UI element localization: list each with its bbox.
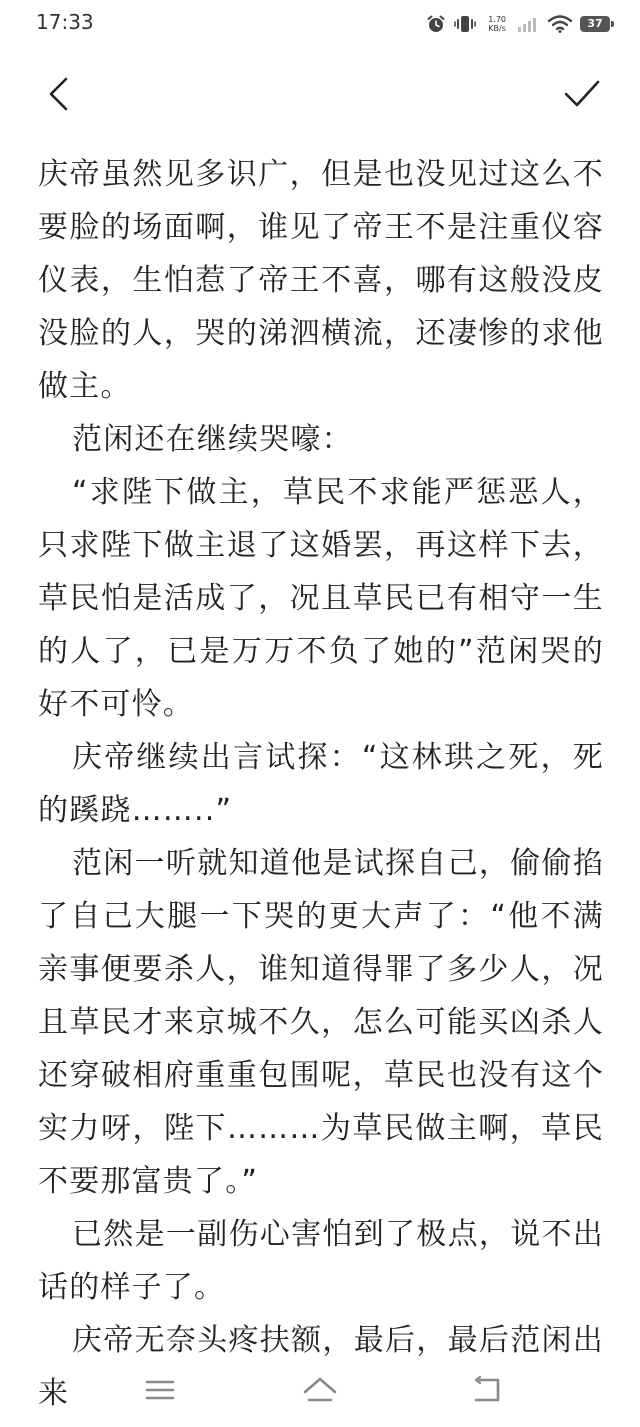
toolbar (0, 60, 640, 130)
paragraph: “求陛下做主，草民不求能严惩恶人，只求陛下做主退了这婚罢，再这样下去，草民怕是活成了，况且草民已有相守一生的人了，已是万万不负了她的”范闲哭的好不可怜。 (38, 475, 604, 722)
network-speed-unit: KB/s (488, 24, 506, 33)
menu-button[interactable] (138, 1370, 182, 1410)
vibrate-icon (454, 14, 476, 34)
menu-icon (145, 1379, 175, 1401)
system-nav-bar (0, 1360, 640, 1420)
signal-icon (518, 16, 540, 32)
chevron-left-icon (46, 76, 70, 112)
checkmark-icon (563, 79, 601, 109)
paragraph: 庆帝无奈头疼扶额，最后，最后范闲出来 (38, 1323, 604, 1411)
article-body[interactable] (38, 148, 604, 1411)
confirm-button[interactable] (560, 72, 604, 116)
back-button[interactable] (36, 72, 80, 116)
network-speed (488, 15, 506, 33)
battery-icon: 37 (580, 16, 610, 32)
paragraph: 庆帝虽然见多识广，但是也没见过这么不要脸的场面啊，谁见了帝王不是注重仪容仪表，生怕惹了帝王不喜，哪有这般没皮没脸的人，哭的涕泗横流，还凄惨的求他做主。 (38, 157, 604, 404)
home-button[interactable] (298, 1370, 342, 1410)
paragraph: 已然是一副伤心害怕到了极点，说不出话的样子了。 (38, 1217, 604, 1305)
paragraph: 范闲还在继续哭嚎： (72, 422, 353, 457)
home-icon (302, 1376, 338, 1404)
return-icon (472, 1376, 504, 1404)
status-bar (0, 0, 640, 48)
paragraph: 范闲一听就知道他是试探自己，偷偷掐了自己大腿一下哭的更大声了：“他不满亲事便要杀人，谁知道得罪了多少人，况且草民才来京城不久，怎么可能买凶杀人还穿破相府重重包围呢，草民也没有这个实力呀，陛下………为草民做主啊，草民不要那富贵了。” (38, 846, 604, 1199)
paragraph: 庆帝继续出言试探：“这林珙之死，死的蹊跷……..” (38, 740, 604, 828)
status-icons (426, 12, 610, 36)
wifi-icon (548, 15, 572, 33)
alarm-icon (426, 14, 446, 34)
status-time: 17:33 (36, 10, 94, 34)
return-button[interactable] (466, 1370, 510, 1410)
network-speed-value: 1.70 (488, 15, 506, 24)
